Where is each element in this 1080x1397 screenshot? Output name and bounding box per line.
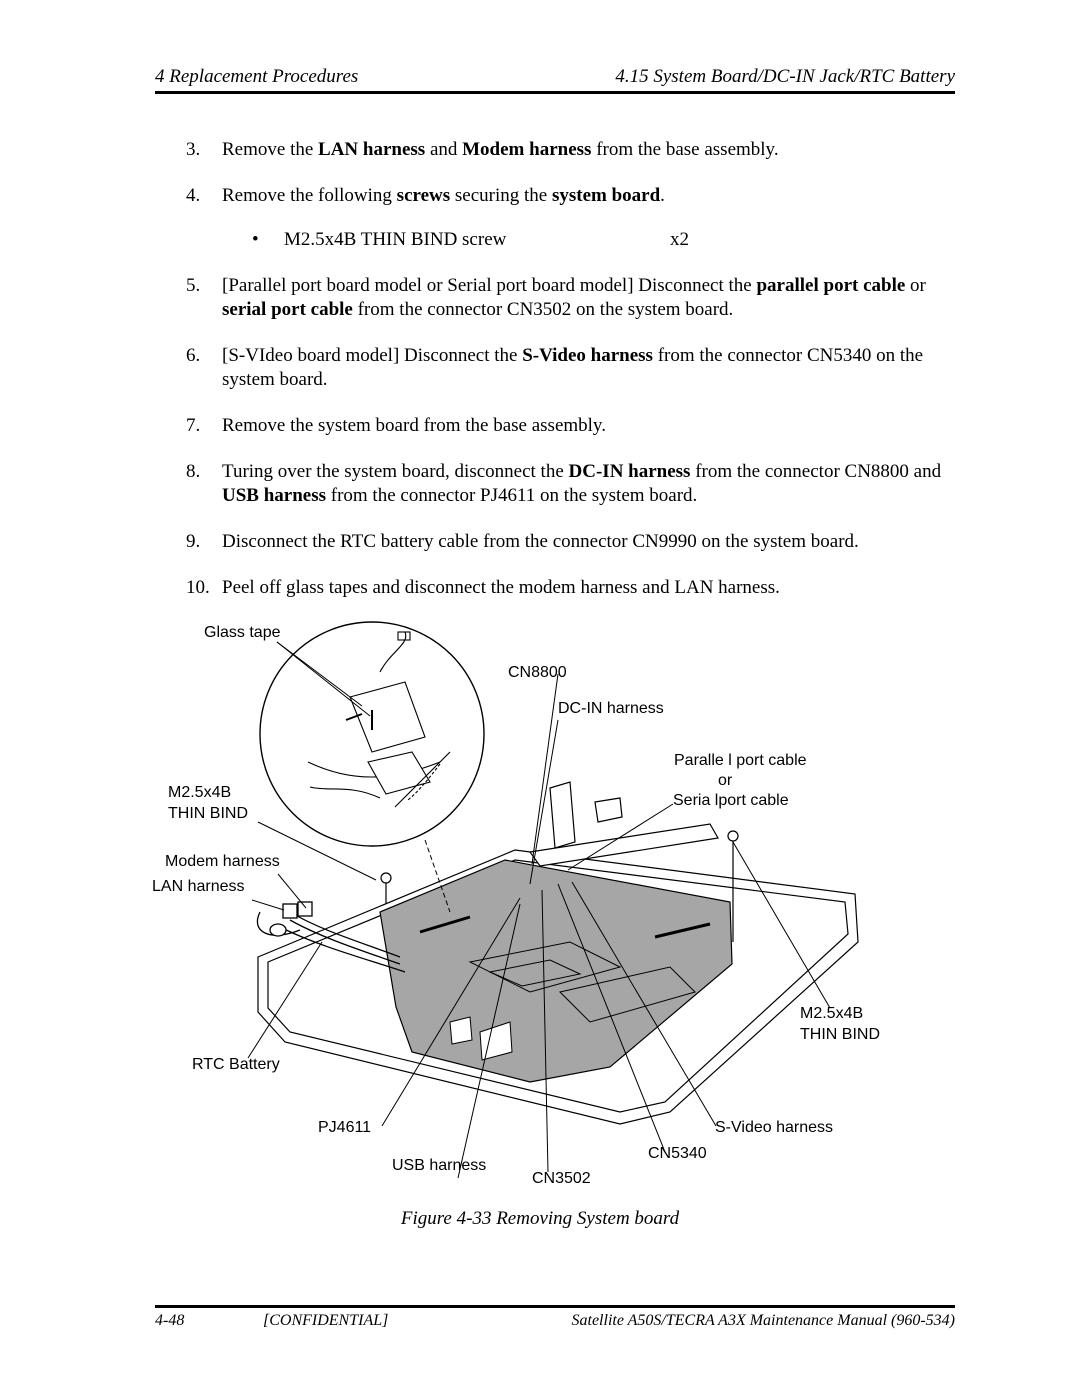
header-subsection: 4.15 System Board/DC-IN Jack/RTC Battery	[615, 66, 955, 87]
label-thin-bind-right: THIN BIND	[800, 1026, 880, 1043]
step-5: 5. [Parallel port board model or Serial port board model] Disconnect the parallel port cable or serial port cable from the connector CN3502 on the system board.	[186, 275, 926, 320]
page-header	[155, 66, 955, 90]
label-or: or	[718, 772, 733, 789]
label-rtc-battery: RTC Battery	[192, 1056, 280, 1073]
label-cn3502: CN3502	[532, 1170, 591, 1187]
label-glass-tape: Glass tape	[204, 624, 281, 641]
header-rule	[155, 91, 955, 94]
label-svideo-harness: S-Video harness	[715, 1119, 833, 1136]
label-screw-right: M2.5x4B	[800, 1005, 864, 1022]
system-board-illustration	[150, 612, 910, 1202]
label-cn8800: CN8800	[508, 664, 567, 681]
label-lan-harness: LAN harness	[152, 878, 245, 895]
step-8: 8. Turing over the system board, disconnect the DC-IN harness from the connector CN8800 and USB harness from the connector PJ4611 on the system board.	[186, 461, 942, 506]
page-number: 4-48	[155, 1312, 185, 1329]
label-parallel-cable: Paralle l port cable	[674, 752, 807, 769]
step-7: 7. Remove the system board from the base assembly.	[186, 415, 606, 436]
step-4: 4. Remove the following screws securing the system board.	[186, 185, 665, 206]
label-modem-harness: Modem harness	[165, 853, 280, 870]
step-9: 9. Disconnect the RTC battery cable from the connector CN9990 on the system board.	[186, 531, 859, 552]
label-serial-cable: Seria lport cable	[673, 792, 789, 809]
screw-bullet	[186, 228, 966, 252]
header-section: 4 Replacement Procedures	[155, 66, 359, 87]
step-6: 6. [S-VIdeo board model] Disconnect the S-Video harness from the connector CN5340 on the system board.	[186, 345, 924, 390]
confidential-mark: [CONFIDENTIAL]	[263, 1312, 389, 1329]
label-cn5340: CN5340	[648, 1145, 707, 1162]
procedure-steps	[186, 138, 966, 622]
label-thin-bind-left: THIN BIND	[168, 805, 248, 822]
label-pj4611: PJ4611	[318, 1119, 372, 1136]
system-board-figure	[150, 612, 910, 1202]
screw-type: M2.5x4B THIN BIND screw	[284, 229, 507, 250]
step-10: 10. Peel off glass tapes and disconnect the modem harness and LAN harness.	[186, 577, 780, 598]
figure-caption: Figure 4-33 Removing System board	[400, 1208, 680, 1229]
screw-quantity: x2	[670, 229, 689, 250]
footer-rule	[155, 1305, 955, 1308]
page-footer	[155, 1312, 955, 1334]
label-dcin-harness: DC-IN harness	[558, 700, 664, 717]
label-usb-harness: USB harness	[392, 1157, 487, 1174]
manual-title: Satellite A50S/TECRA A3X Maintenance Manual (960-534)	[571, 1312, 955, 1329]
label-screw-left: M2.5x4B	[168, 784, 232, 801]
bullet-dot: •	[252, 229, 259, 250]
step-3: 3. Remove the LAN harness and Modem harness from the base assembly.	[186, 139, 779, 160]
